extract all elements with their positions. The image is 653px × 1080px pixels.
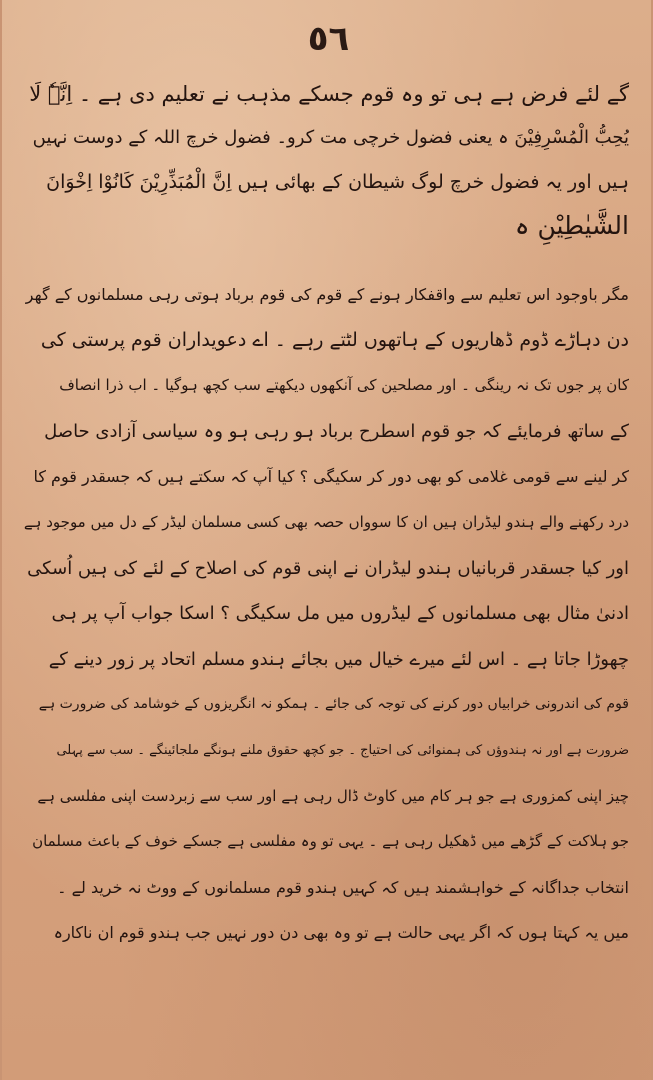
- text-line: کے ساتھ فرمایئے کہ جو قوم اسطرح برباد ہو رہی ہو وہ سیاسی آزادی حاصل: [44, 420, 629, 442]
- text-line: دن دہاڑے ڈوم ڈھاریوں کے ہاتھوں لٹتے رہے ۔ اے دعویداران قوم پرستی کی: [40, 328, 629, 351]
- text-line: جو ہلاکت کے گڑھے میں ڈھکیل رہی ہے ۔ یہی تو وہ مفلسی ہے جسکے خوف کے باعث مسلمان: [32, 832, 629, 851]
- paragraph-1: [24, 72, 629, 248]
- text-line: قوم کی اندرونی خرابیاں دور کرنے کی توجہ کی جائے ۔ ہمکو نہ انگریزوں کے خوشامد کی ضرورت ہے: [38, 696, 629, 713]
- text-line: الشَّیٰطِیْنِ ہ: [514, 211, 629, 240]
- text-line: ادنیٰ مثال بھی مسلمانوں کے لیڈروں میں مل سکیگی ؟ اسکا جواب آپ پر ہی: [51, 603, 629, 625]
- text-line: درد رکھنے والے ہندو لیڈران ہیں ان کا سوواں حصہ بھی کسی مسلمان لیڈر کے دل میں موجود ہے: [24, 512, 629, 531]
- paragraph-gap: [24, 248, 629, 272]
- text-line: میں یہ کہتا ہوں کہ اگر یہی حالت ہے تو وہ بھی دن دور نہیں جب ہندو قوم ان ناکارہ: [53, 923, 629, 943]
- paragraph-2: [24, 272, 629, 956]
- text-line: اور کیا جسقدر قربانیاں ہندو لیڈران نے اپنی قوم کی اصلاح کے لئے کی ہیں اُسکی: [27, 557, 629, 579]
- text-line: ہیں اور یہ فضول خرچ لوگ شیطان کے بھائی ہیں اِنَّ الْمُبَذِّرِیْنَ کَانُوْا اِخْوَانَ: [46, 171, 629, 193]
- text-line: چھوڑا جاتا ہے ۔ اس لئے میرے خیال میں بجائے ہندو مسلم اتحاد پر زور دینے کے: [48, 648, 629, 670]
- text-line: کان پر جوں تک نہ رینگی ۔ اور مصلحین کی آنکھوں دیکھتے سب کچھ ہوگیا ۔ اب ذرا انصاف: [59, 376, 629, 395]
- text-line: کر لینے سے قومی غلامی کو بھی دور کر سکیگی ؟ کیا آپ کہ سکتے ہیں کہ جسقدر قوم کا: [33, 467, 629, 487]
- text-line: مگر باوجود اس تعلیم سے واقفکار ہونے کے قوم کی قوم برباد ہوتی رہی مسلمانوں کے گھر: [25, 285, 629, 304]
- text-line: گے لئے فرض ہے ہی تو وہ قوم جسکے مذہب نے تعلیم دی ہے ۔ اِنَّہٗ لَا: [29, 82, 629, 106]
- page-number: ٥٦: [307, 19, 350, 59]
- text-line: یُحِبُّ الْمُسْرِفِیْنَ ہ یعنی فضول خرچی مت کرو۔ فضول خرچ اللہ کے دوست نہیں: [32, 127, 629, 148]
- text-line: انتخاب جداگانہ کے خواہشمند ہیں کہ کہیں ہندو قوم مسلمانوں کے ووٹ نہ خرید لے ۔: [57, 877, 629, 897]
- page-text: [24, 72, 629, 956]
- text-line: ضرورت ہے اور نہ ہندوؤں کی ہمنوائی کی احتیاج ۔ جو کچھ حقوق ملنے ہونگے ملجائینگے ۔ سب سے پہلی: [56, 742, 629, 758]
- text-line: چیز اپنی کمزوری ہے جو ہر کام میں کاوٹ ڈال رہی ہے اور سب سے زبردست اپنی مفلسی ہے: [37, 786, 629, 805]
